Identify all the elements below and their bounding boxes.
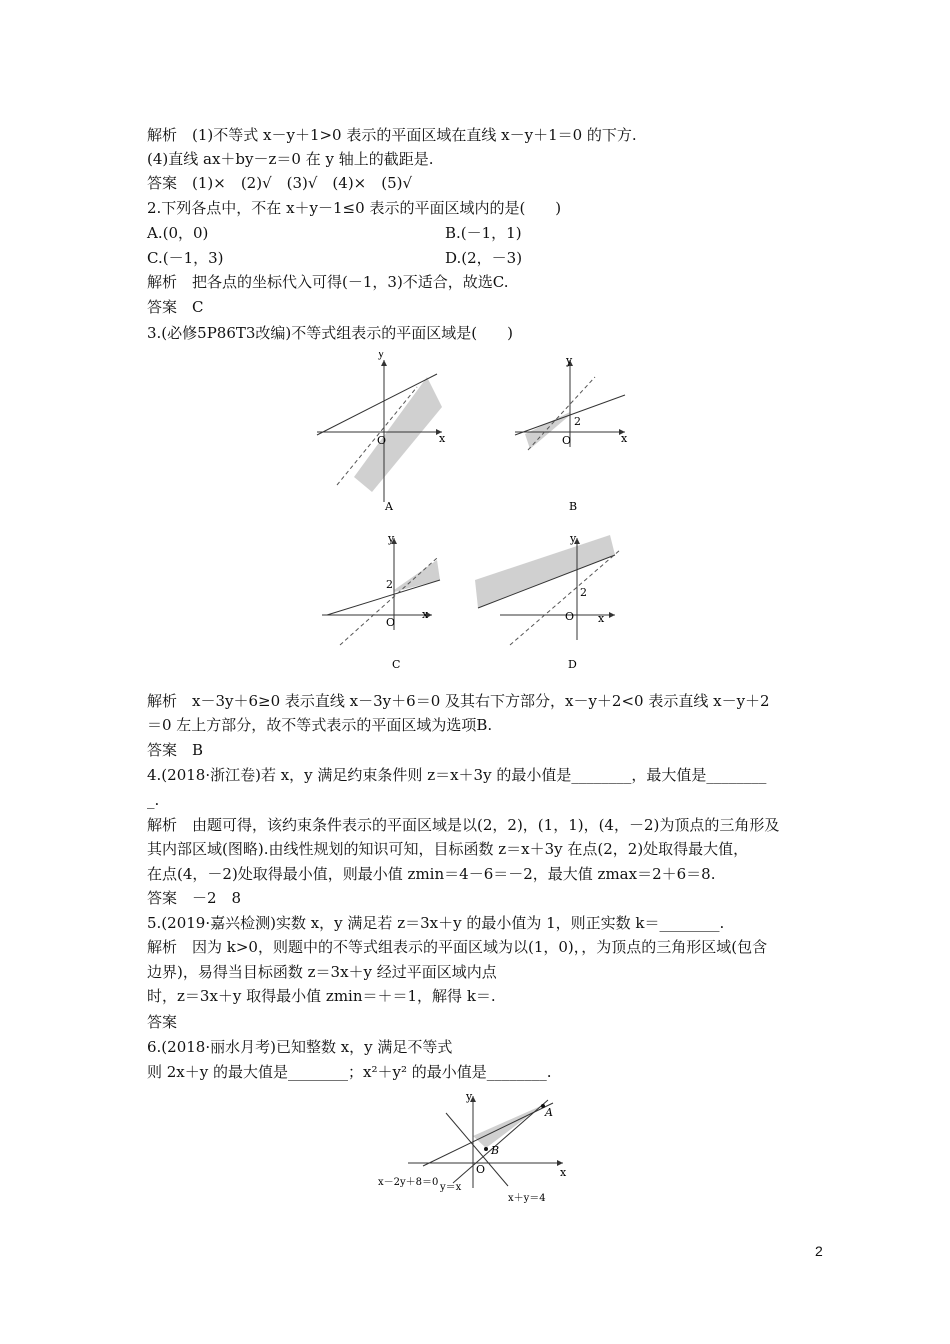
answer-line: 答案 B (147, 741, 204, 759)
y-axis-label: y (388, 532, 395, 545)
figure-d (470, 530, 640, 675)
text-line: 边界)，易得当目标函数 z＝3x＋y 经过平面区域内点 (147, 963, 497, 981)
text-line: 在点(4，－2)处取得最小值，则最小值 zmin＝4－6＝－2，最大值 zmax＝2＋6＝8. (147, 865, 716, 883)
figure-a (312, 352, 462, 517)
origin-label: O (476, 1163, 486, 1176)
origin-label: O (377, 434, 387, 447)
figure-c (312, 530, 462, 675)
figure-q6 (378, 1088, 578, 1213)
text-line: 解析 x－3y＋6≥0 表示直线 x－3y＋6＝0 及其右下方部分，x－y＋2<0 表示直线 x－y＋2 (147, 692, 770, 710)
page-number: 2 (815, 1243, 823, 1259)
option-d: D.(2，－3) (445, 249, 523, 267)
origin-label: O (565, 610, 575, 623)
answer-line: 答案 (1)× (2)√ (3)√ (4)× (5)√ (147, 174, 413, 192)
figure-label: A (385, 500, 393, 513)
point-a-label: A (545, 1106, 553, 1119)
figure-label: D (568, 658, 577, 671)
text-line: 解析 把各点的坐标代入可得(－1，3)不适合，故选C. (147, 273, 509, 291)
figure-b (510, 352, 660, 517)
intercept-label: 2 (574, 415, 581, 428)
intercept-label: 2 (580, 586, 587, 599)
line-label: x－2y＋8＝0 (378, 1177, 439, 1188)
text-line: 则 2x＋y 的最大值是________；x²＋y² 的最小值是________. (147, 1063, 552, 1081)
y-axis-label: y (570, 532, 577, 545)
x-axis-label: x (422, 608, 429, 621)
x-axis-label: x (560, 1166, 567, 1179)
text-line: (4)直线 ax＋by－z＝0 在 y 轴上的截距是. (147, 150, 434, 168)
question-2: 2.下列各点中，不在 x＋y－1≤0 表示的平面区域内的是( ) (147, 199, 562, 217)
y-axis-label: y (378, 352, 385, 360)
text-line: 时，z＝3x＋y 取得最小值 zmin＝＋＝1，解得 k＝. (147, 987, 496, 1005)
text-line: 解析 (1)不等式 x－y＋1>0 表示的平面区域在直线 x－y＋1＝0 的下方. (147, 126, 637, 144)
origin-label: O (562, 434, 572, 447)
text-line: 解析 由题可得，该约束条件表示的平面区域是以(2，2)，(1，1)，(4，－2)为顶点的三角形及 (147, 816, 780, 834)
text-line: 其内部区域(图略).由线性规划的知识可知，目标函数 z＝x＋3y 在点(2，2)处取得最大值， (147, 840, 749, 858)
intercept-label: 2 (386, 578, 393, 591)
text-line: _. (147, 791, 160, 809)
figure-label: B (569, 500, 578, 513)
option-b: B.(－1，1) (445, 224, 522, 242)
y-axis-label: y (566, 354, 573, 367)
origin-label: O (386, 616, 396, 629)
option-c: C.(－1，3) (147, 249, 224, 267)
answer-line: 答案 C (147, 298, 204, 316)
line-label: y＝x (440, 1182, 462, 1193)
question-3: 3.(必修5P86T3改编)不等式组表示的平面区域是( ) (147, 324, 513, 342)
x-axis-label: x (439, 432, 446, 445)
answer-line: 答案 (147, 1013, 178, 1031)
question-5: 5.(2019·嘉兴检测)实数 x，y 满足若 z＝3x＋y 的最小值为 1，则正实数 k＝________. (147, 914, 725, 932)
x-axis-label: x (621, 432, 628, 445)
point-b-label: B (491, 1144, 500, 1157)
question-4: 4.(2018·浙江卷)若 x，y 满足约束条件则 z＝x＋3y 的最小值是________，最大值是________ (147, 766, 767, 784)
line-label: x＋y＝4 (508, 1193, 546, 1204)
x-axis-label: x (598, 612, 605, 625)
option-a: A.(0，0) (147, 224, 209, 242)
answer-line: 答案 －2 8 (147, 889, 242, 907)
text-line: ＝0 左上方部分，故不等式表示的平面区域为选项B. (147, 716, 493, 734)
y-axis-label: y (466, 1090, 473, 1103)
question-6: 6.(2018·丽水月考)已知整数 x，y 满足不等式 (147, 1038, 453, 1056)
figure-label: C (392, 658, 401, 671)
text-line: 解析 因为 k>0，则题中的不等式组表示的平面区域为以(1，0)，，为顶点的三角形区域(包含 (147, 938, 768, 956)
